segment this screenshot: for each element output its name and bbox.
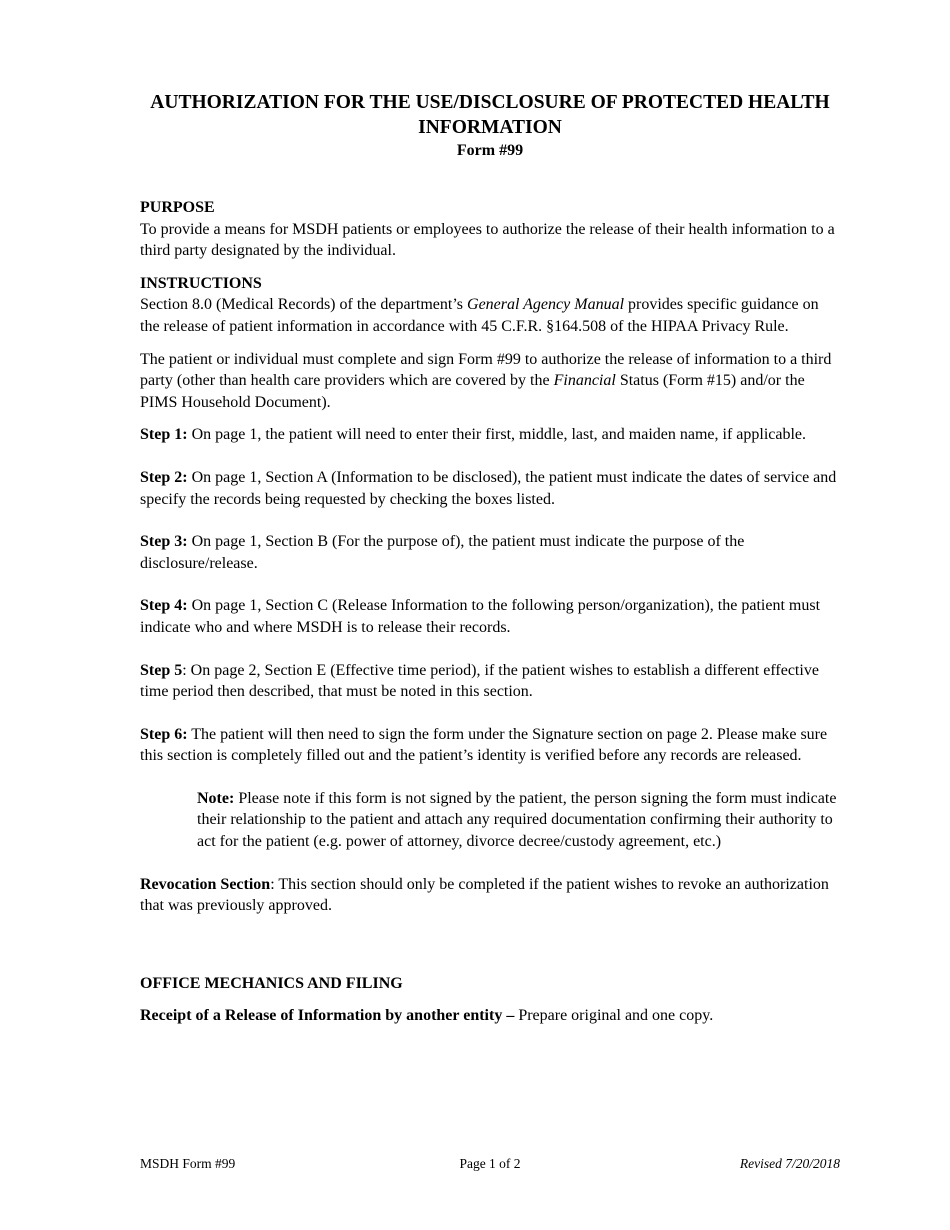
- purpose-heading: PURPOSE: [140, 199, 215, 216]
- step-text: On page 1, Section A (Information to be disclosed), the patient must indicate the dates of service and specify the records being requested by checking the boxes listed.: [140, 468, 837, 508]
- revocation-text: : This section should only be completed if the patient wishes to revoke an authorization that was previously approved.: [140, 875, 829, 915]
- step-text: : On page 2, Section E (Effective time period), if the patient wishes to establish a different effective time period then described, that must be noted in this section.: [140, 661, 819, 701]
- step-1: [140, 424, 840, 446]
- form-number: Form #99: [456, 142, 524, 159]
- step-label: Step 1:: [140, 426, 188, 444]
- receipt-label: Receipt of a Release of Information by another entity –: [140, 1007, 515, 1025]
- document-title: AUTHORIZATION FOR THE USE/DISCLOSURE OF PROTECTED HEALTH INFORMATION: [150, 92, 830, 138]
- instructions-paragraph-1: [140, 294, 840, 337]
- instructions-paragraph-2: [140, 349, 840, 414]
- step-6: [140, 724, 840, 767]
- step-5: [140, 660, 840, 703]
- step-text: The patient will then need to sign the form under the Signature section on page 2. Please make sure this section is completely filled out and the patient’s identity is verified before any records are released.: [140, 725, 828, 765]
- step-4: [140, 595, 840, 638]
- instructions-heading: INSTRUCTIONS: [140, 274, 262, 292]
- revocation-label: Revocation Section: [140, 875, 271, 893]
- footer-form-name: MSDH Form #99: [140, 1156, 236, 1171]
- instructions-paragraph-2-text-a: The patient or individual must complete and sign Form #99 to authorize the release of information to a third party (other than health care providers which are covered by the: [140, 350, 832, 390]
- step-3: [140, 531, 840, 574]
- step-text: On page 1, Section C (Release Information to the following person/organization), the patient must indicate who and where MSDH is to release their records.: [140, 597, 821, 636]
- document-body: [140, 197, 840, 1027]
- footer-page-number: Page 1 of 2: [459, 1156, 521, 1171]
- instructions-paragraph-1-text-a: Section 8.0 (Medical Records) of the department’s: [140, 296, 468, 314]
- purpose-text: To provide a means for MSDH patients or employees to authorize the release of their health information to a third party designated by the individual.: [140, 220, 835, 260]
- step-2: [140, 467, 840, 510]
- footer-revision-date: Revised 7/20/2018: [739, 1156, 840, 1171]
- manual-title: General Agency Manual: [467, 296, 625, 314]
- step-text: On page 1, the patient will need to enter their first, middle, last, and maiden name, if applicable.: [187, 426, 807, 444]
- office-heading: OFFICE MECHANICS AND FILING: [140, 974, 403, 992]
- step-label: Step 4:: [140, 597, 188, 615]
- note-paragraph: [197, 788, 840, 853]
- title-block: [140, 90, 840, 162]
- step-text: On page 1, Section B (For the purpose of), the patient must indicate the purpose of the disclosure/release.: [140, 533, 745, 572]
- instructions-paragraph-2-text-b: Status (Form #15) and/or the PIMS Household Document).: [140, 372, 805, 411]
- note-text: Please note if this form is not signed by the patient, the person signing the form must indicate their relationship to the patient and attach any required documentation confirming their authority to act for the patient (e.g. power of attorney, divorce decree/custody agreement, etc.): [197, 789, 837, 851]
- receipt-paragraph: [140, 1005, 840, 1027]
- receipt-text: Prepare original and one copy.: [514, 1007, 714, 1025]
- step-label: Step 2:: [140, 468, 188, 486]
- financial-italic: Financial: [553, 372, 616, 390]
- step-label: Step 5: [140, 661, 183, 679]
- step-label: Step 6:: [140, 725, 188, 743]
- note-label: Note:: [197, 789, 235, 807]
- step-label: Step 3:: [140, 533, 188, 551]
- instructions-paragraph-1-text-b: provides specific guidance on the release of patient information in accordance with 45 C.F.R. §164.508 of the HIPAA Privacy Rule.: [140, 296, 819, 335]
- revocation-paragraph: [140, 874, 840, 917]
